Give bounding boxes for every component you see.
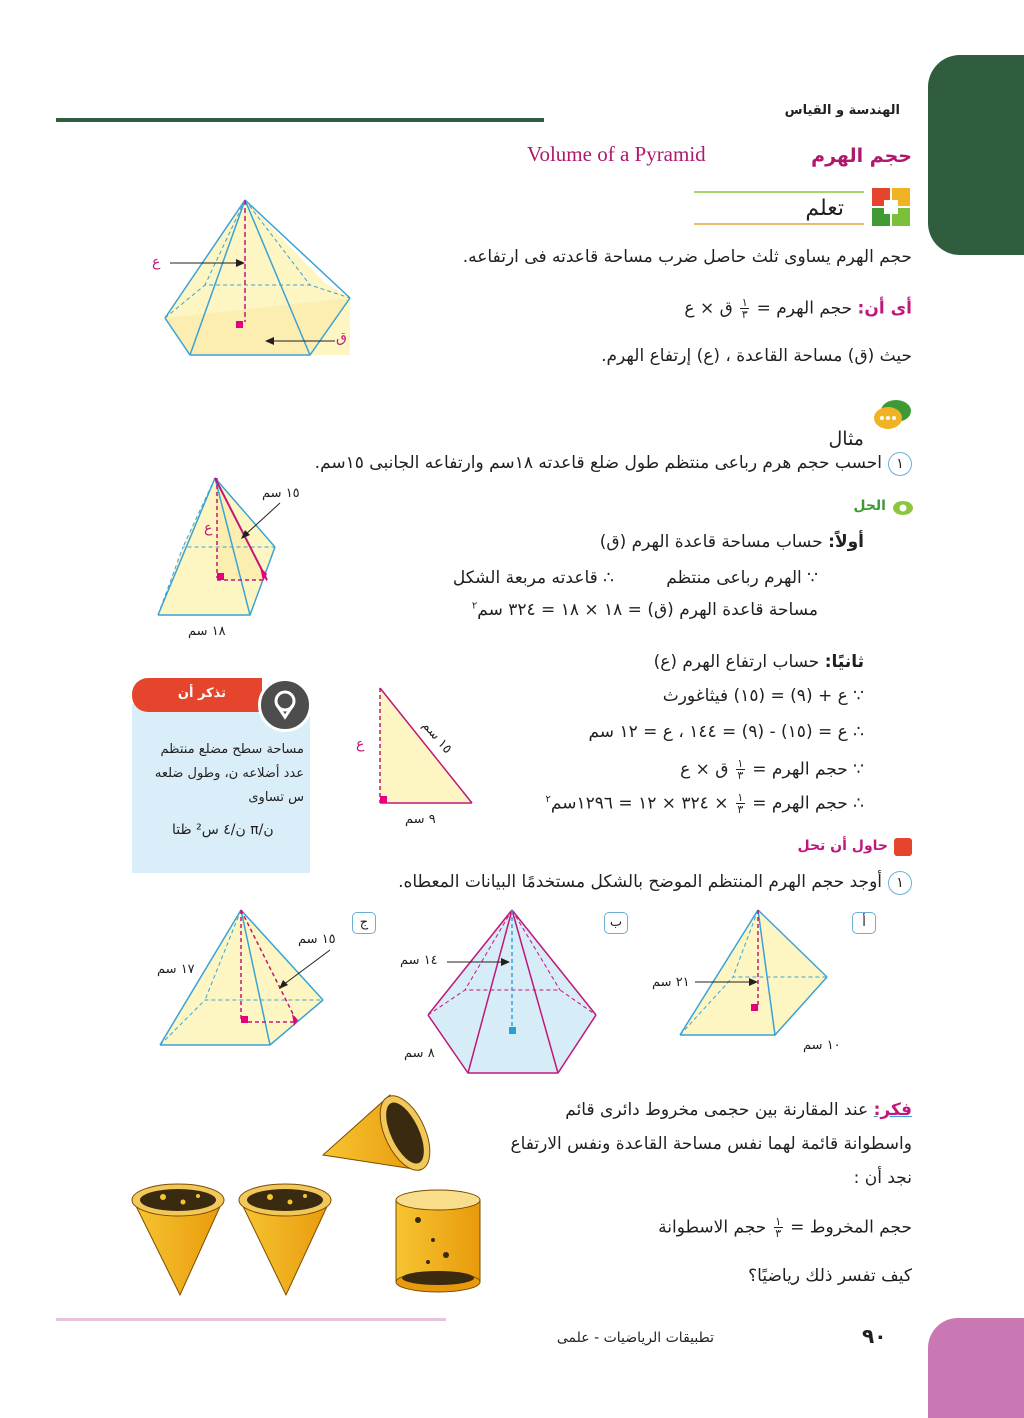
pyramid-c-slant-label: ١٥ سم	[298, 932, 336, 947]
pyramid-c-side-label: ١٧ سم	[157, 962, 195, 977]
one-third-fraction: $\frac{١}{٣}$	[775, 1215, 782, 1240]
learn-icon	[872, 188, 910, 226]
chapter-title: الهندسة و القياس	[784, 103, 900, 118]
header-rule	[56, 118, 544, 122]
since-regular: ∵ الهرم رباعى منتظم	[666, 568, 818, 588]
base-area-text: مساحة قاعدة الهرم (ق) = ١٨ × ١٨ = ٣٢٤ سم	[477, 600, 818, 620]
height-calc: ∴ ع = (١٥) - (٩) = ١٤٤ ، ع = ١٢ سم	[588, 722, 864, 742]
learn-label: تعلم	[805, 196, 844, 221]
think-line2: واسطوانة قائمة لهما نفس مساحة القاعدة ونفس الارتفاع	[510, 1134, 912, 1154]
solution-icon	[892, 500, 914, 516]
cones-cylinder-illustration	[128, 1090, 488, 1300]
pyramid-b-height-label: ١٤ سم	[400, 953, 438, 968]
first-step-label: أولاً:	[828, 532, 864, 552]
pouring-cone-icon	[323, 1090, 440, 1178]
remember-line1: مساحة سطح مضلع منتظم	[160, 742, 304, 757]
second-step-label: ثانيًا:	[824, 652, 864, 672]
relation-right: حجم الاسطوانة	[658, 1217, 767, 1238]
pyramid-a-height-label: ٢١ سم	[652, 975, 690, 990]
try-question: أوجد حجم الهرم المنتظم الموضح بالشكل مستخدمًا البيانات المعطاه.	[398, 872, 882, 892]
cone-icon	[132, 1184, 224, 1295]
example-question: احسب حجم هرم رباعى منتظم طول ضلع قاعدته ١٨سم وارتفاعه الجانبى ١٥سم.	[314, 453, 882, 473]
triangle-height-label: ع	[356, 736, 365, 752]
pyramid-c-figure	[155, 905, 330, 1050]
cylinder-icon	[396, 1190, 480, 1292]
page-number: ٩٠	[862, 1324, 887, 1348]
first-step	[600, 532, 864, 552]
volume-rule-line	[680, 758, 864, 781]
think-question: كيف تفسر ذلك رياضيًا؟	[748, 1266, 912, 1286]
try-number: ١	[888, 871, 912, 895]
volume-rule: حجم الهرم يساوى ثلث حاصل ضرب مساحة قاعدته فى ارتفاعه.	[462, 247, 912, 267]
chapter-tab	[928, 55, 1024, 255]
formula-label: أى أن:	[857, 298, 912, 319]
section-title-en: Volume of a Pyramid	[527, 142, 706, 166]
think-label: فكر:	[873, 1100, 912, 1120]
solution-label: الحل	[853, 498, 886, 514]
vol-right: × ٣٢٤ × ١٢ = ١٢٩٦سم	[550, 793, 729, 814]
remember-formula: ن/٤ س² ظتا π/ن	[172, 822, 274, 838]
second-step	[654, 652, 864, 672]
footer-rule	[56, 1318, 446, 1321]
triangle-hyp-label: ١٥ سم	[418, 718, 455, 757]
relation-left: حجم المخروط =	[790, 1217, 912, 1238]
location-pin-icon	[258, 678, 312, 732]
where-text: حيث (ق) مساحة القاعدة ، (ع) إرتفاع الهرم.	[601, 346, 912, 366]
example-slant-label: ١٥ سم	[262, 486, 300, 501]
second-step-text: حساب ارتفاع الهرم (ع)	[653, 652, 820, 672]
pyramid-b-side-label: ٨ سم	[404, 1046, 435, 1061]
try-heading: حاول أن تحل	[797, 838, 888, 854]
right-triangle-figure	[372, 685, 477, 810]
one-third-fraction: $\frac{١}{٣}$	[737, 791, 744, 816]
volume-formula	[684, 297, 912, 320]
pyramid-b-figure	[425, 905, 600, 1075]
triangle-base-label: ٩ سم	[405, 812, 436, 827]
vol-rule-left: ∵ حجم الهرم =	[752, 759, 864, 780]
example-base-label: ١٨ سم	[188, 624, 226, 639]
think-text1: عند المقارنة بين حجمى مخروط دائرى قائم	[565, 1100, 869, 1120]
remember-line2: عدد أضلاعه ن، وطول ضلعه	[154, 766, 304, 781]
remember-box	[132, 678, 310, 873]
remember-label: تذكر أن	[177, 686, 226, 701]
think-line1	[565, 1100, 912, 1120]
base-area-calc: مساحة قاعدة الهرم (ق) = ١٨ × ١٨ = ٣٢٤ سم$^٢$	[471, 600, 818, 620]
then-square: ∴ قاعدته مربعة الشكل	[452, 568, 614, 588]
formula-right: ق × ع	[684, 298, 733, 319]
vol-left: ∴ حجم الهرم =	[752, 793, 864, 814]
speech-bubbles-icon	[872, 398, 914, 432]
cone-cylinder-relation	[658, 1216, 912, 1239]
pyramid-a-side-label: ١٠ سم	[803, 1038, 841, 1053]
try-icon	[894, 838, 912, 856]
book-title: تطبيقات الرياضيات - علمى	[556, 1330, 714, 1346]
badge-c: ج	[352, 912, 376, 934]
pythagoras-line: ∵ ع + (٩) = (١٥) فيثاغورث	[662, 686, 864, 706]
remember-line3: س تساوى	[248, 790, 304, 805]
first-step-text: حساب مساحة قاعدة الهرم (ق)	[599, 532, 823, 552]
pyramid-a-figure	[675, 905, 835, 1040]
one-third-fraction: $\frac{١}{٣}$	[737, 757, 744, 782]
fig-label-base: ق	[336, 330, 347, 346]
example-height-label: ع	[204, 520, 213, 536]
think-line3: نجد أن :	[853, 1168, 912, 1188]
cone-icon	[239, 1184, 331, 1295]
example-number: ١	[888, 452, 912, 476]
badge-b: ب	[604, 912, 628, 934]
fig-label-height: ع	[152, 254, 161, 270]
section-title-ar: حجم الهرم	[811, 145, 912, 167]
page-tab	[928, 1318, 1024, 1418]
badge-a: أ	[852, 912, 876, 934]
vol-rule-right: ق × ع	[680, 759, 729, 780]
volume-result: ∴ حجم الهرم = $\frac{١}{٣}$ × ٣٢٤ × ١٢ = ١٢٩٦سم$^٢$	[545, 791, 864, 816]
formula-left: حجم الهرم =	[756, 298, 853, 319]
one-third-fraction: $\frac{١}{٣}$	[741, 296, 748, 321]
example-heading: مثال	[828, 428, 864, 450]
hexagonal-pyramid-figure	[150, 195, 360, 360]
